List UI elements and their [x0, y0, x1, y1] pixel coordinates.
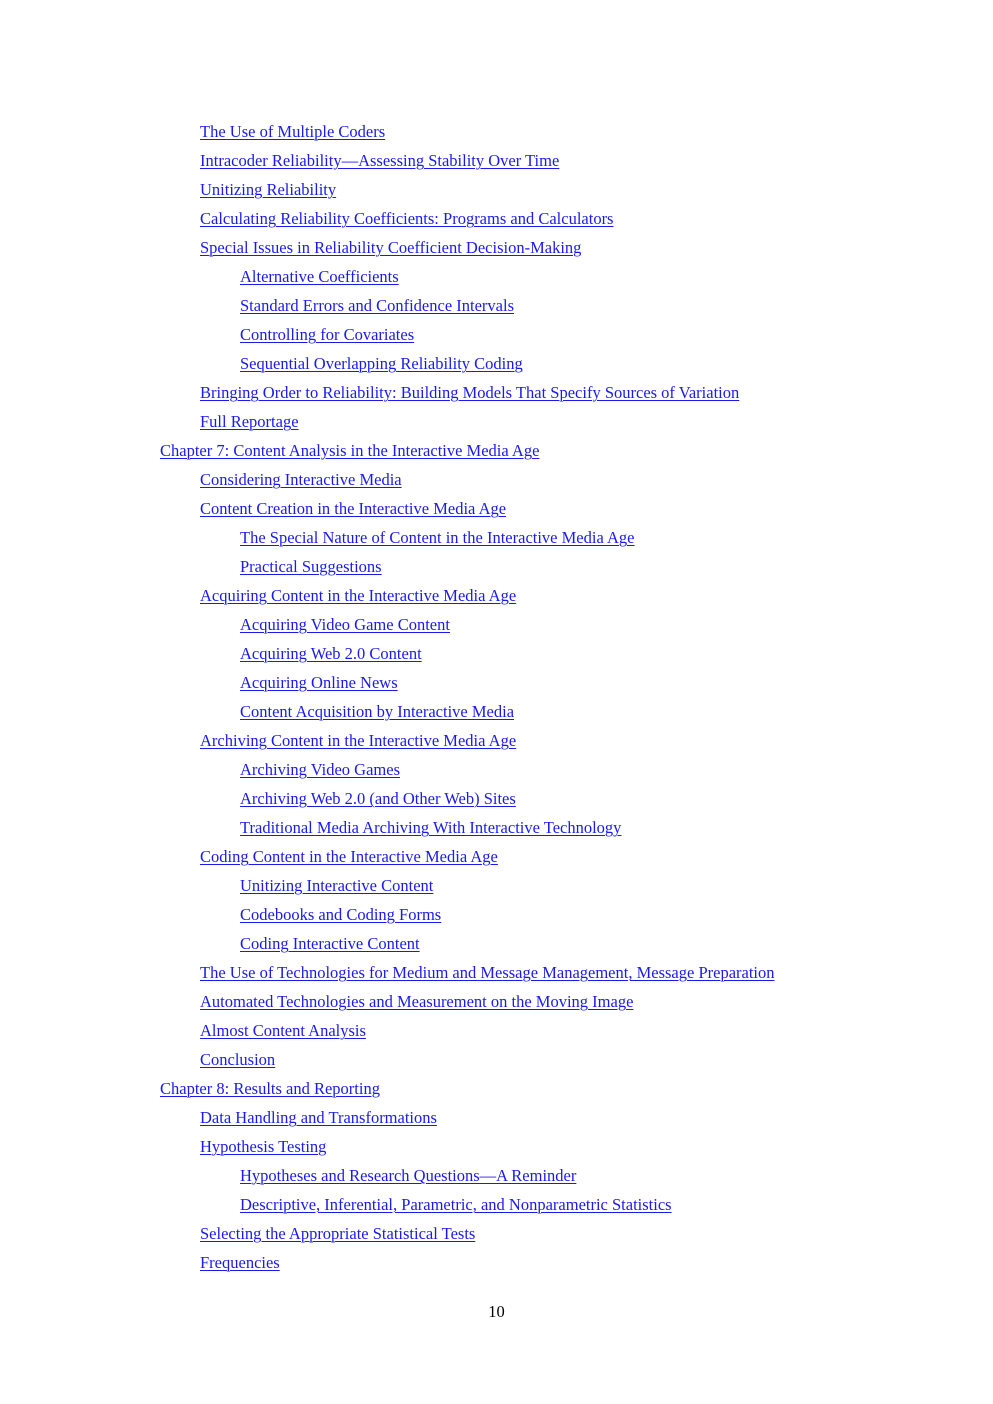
toc-link[interactable]: Unitizing Reliability [200, 180, 337, 199]
toc-entry [0, 581, 993, 610]
toc-link[interactable]: The Use of Technologies for Medium and Message Management, Message Preparation [200, 963, 775, 982]
toc-link[interactable]: Almost Content Analysis [200, 1021, 366, 1040]
toc-entry [0, 146, 993, 175]
toc-link[interactable]: Content Creation in the Interactive Media Age [200, 499, 507, 518]
toc-entry [0, 929, 993, 958]
toc-link[interactable]: Acquiring Content in the Interactive Media Age [200, 586, 517, 605]
toc-link[interactable]: Content Acquisition by Interactive Media [240, 702, 515, 721]
toc-link[interactable]: Descriptive, Inferential, Parametric, and Nonparametric Statistics [240, 1195, 672, 1214]
toc-entry [0, 494, 993, 523]
toc-link[interactable]: Calculating Reliability Coefficients: Programs and Calculators [200, 209, 614, 228]
toc-link[interactable]: Archiving Web 2.0 (and Other Web) Sites [240, 789, 516, 808]
toc-entry [0, 262, 993, 291]
toc-entry [0, 175, 993, 204]
toc-link[interactable]: Frequencies [200, 1253, 280, 1272]
toc-link[interactable]: Traditional Media Archiving With Interactive Technology [240, 818, 622, 837]
toc-entry [0, 436, 993, 465]
toc-link[interactable]: Coding Interactive Content [240, 934, 420, 953]
toc-entry [0, 523, 993, 552]
toc-entry [0, 407, 993, 436]
toc-link[interactable]: Controlling for Covariates [240, 325, 415, 344]
toc-entry [0, 349, 993, 378]
toc-entry [0, 465, 993, 494]
toc-entry [0, 233, 993, 262]
toc-link[interactable]: Hypothesis Testing [200, 1137, 327, 1156]
toc-link[interactable]: Acquiring Online News [240, 673, 398, 692]
toc-link[interactable]: Full Reportage [200, 412, 299, 431]
toc-entry [0, 552, 993, 581]
toc-link[interactable]: Hypotheses and Research Questions—A Reminder [240, 1166, 577, 1185]
toc-entry [0, 871, 993, 900]
toc-entry [0, 1103, 993, 1132]
toc-entry [0, 1132, 993, 1161]
toc-entry [0, 987, 993, 1016]
toc-entry [0, 320, 993, 349]
toc-link[interactable]: Acquiring Video Game Content [240, 615, 450, 634]
toc-entry [0, 610, 993, 639]
toc-entry [0, 378, 993, 407]
toc-entry [0, 900, 993, 929]
toc-link[interactable]: Codebooks and Coding Forms [240, 905, 442, 924]
toc-entry [0, 755, 993, 784]
toc-link[interactable]: Data Handling and Transformations [200, 1108, 437, 1127]
toc-entry [0, 668, 993, 697]
toc-link[interactable]: Considering Interactive Media [200, 470, 402, 489]
toc-entry [0, 1045, 993, 1074]
toc-link[interactable]: Chapter 7: Content Analysis in the Interactive Media Age [160, 441, 540, 460]
toc-link[interactable]: Intracoder Reliability—Assessing Stability Over Time [200, 151, 560, 170]
toc-entry [0, 697, 993, 726]
toc-link[interactable]: The Use of Multiple Coders [200, 122, 386, 141]
toc-entry [0, 117, 993, 146]
toc-link[interactable]: Archiving Video Games [240, 760, 401, 779]
toc-link[interactable]: Standard Errors and Confidence Intervals [240, 296, 514, 315]
toc-link[interactable]: Archiving Content in the Interactive Media Age [200, 731, 517, 750]
toc-entry [0, 1074, 993, 1103]
toc-link[interactable]: Alternative Coefficients [240, 267, 399, 286]
toc-link[interactable]: Practical Suggestions [240, 557, 382, 576]
table-of-contents [0, 117, 993, 1277]
toc-link[interactable]: Bringing Order to Reliability: Building Models That Specify Sources of Variation [200, 383, 740, 402]
toc-entry [0, 1190, 993, 1219]
toc-link[interactable]: Acquiring Web 2.0 Content [240, 644, 422, 663]
toc-entry [0, 1161, 993, 1190]
toc-entry [0, 291, 993, 320]
toc-entry [0, 639, 993, 668]
toc-link[interactable]: Unitizing Interactive Content [240, 876, 434, 895]
toc-link[interactable]: Coding Content in the Interactive Media Age [200, 847, 498, 866]
page-number: 10 [488, 1302, 505, 1321]
toc-entry [0, 1219, 993, 1248]
toc-link[interactable]: Automated Technologies and Measurement on the Moving Image [200, 992, 634, 1011]
toc-link[interactable]: Selecting the Appropriate Statistical Tests [200, 1224, 476, 1243]
toc-entry [0, 726, 993, 755]
toc-link[interactable]: The Special Nature of Content in the Interactive Media Age [240, 528, 635, 547]
toc-entry [0, 842, 993, 871]
toc-link[interactable]: Sequential Overlapping Reliability Coding [240, 354, 523, 373]
toc-entry [0, 813, 993, 842]
toc-entry [0, 958, 993, 987]
toc-link[interactable]: Special Issues in Reliability Coefficient Decision-Making [200, 238, 582, 257]
toc-link[interactable]: Chapter 8: Results and Reporting [160, 1079, 380, 1098]
toc-entry [0, 1248, 993, 1277]
toc-entry [0, 1016, 993, 1045]
toc-entry [0, 204, 993, 233]
toc-link[interactable]: Conclusion [200, 1050, 276, 1069]
toc-entry [0, 784, 993, 813]
